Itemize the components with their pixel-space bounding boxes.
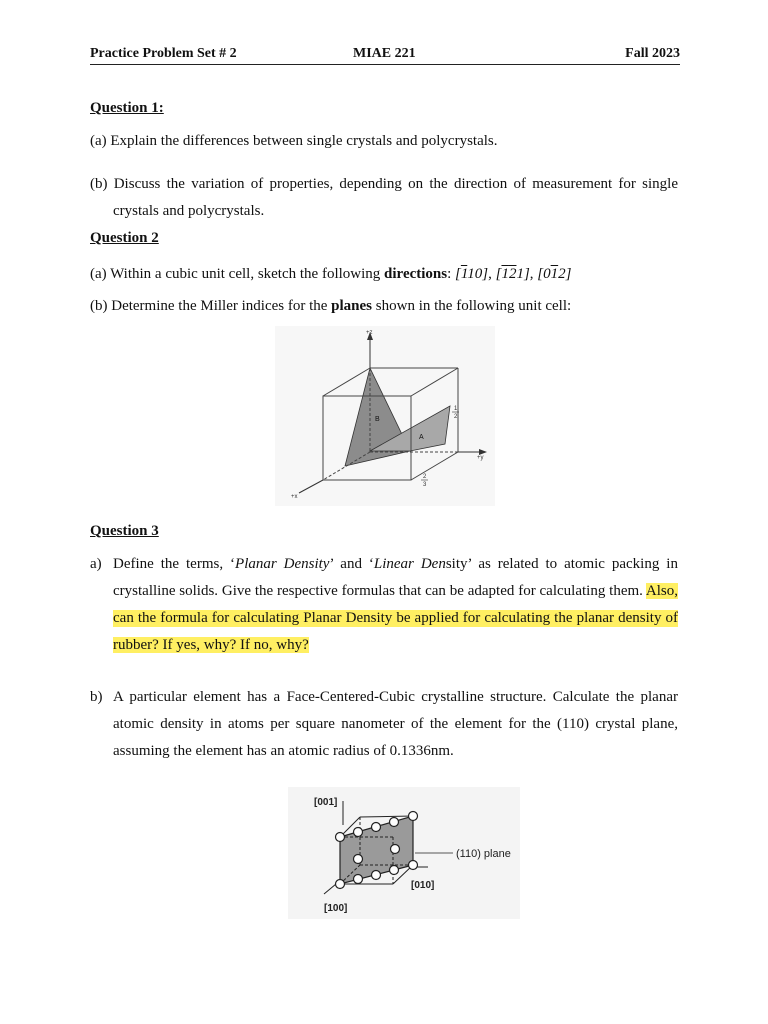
dir-001-label: [001] bbox=[314, 797, 338, 808]
planar-density-term: Planar Density bbox=[235, 556, 330, 572]
question-1b-line1: (b) Discuss the variation of properties, depending on the direction of measurement for single bbox=[90, 176, 678, 192]
colon: : bbox=[447, 266, 456, 282]
directions-word: directions bbox=[384, 266, 448, 282]
dir-100-label: [100] bbox=[324, 903, 348, 914]
question-2a-text: (a) Within a cubic unit cell, sketch the following bbox=[90, 266, 385, 282]
unit-cell-planes-figure bbox=[275, 326, 495, 506]
direction-1: [110] bbox=[455, 266, 489, 282]
twothirds-numerator: 2 bbox=[423, 474, 427, 480]
question-3a-line4 bbox=[113, 637, 309, 654]
question-3a-line3-highlight: can the formula for calculating Planar Density be applied for calculating the planar density of bbox=[113, 610, 678, 626]
question-3b-line3: assuming the element has an atomic radius of 0.1336nm. bbox=[113, 743, 454, 759]
plane-b-label: B bbox=[375, 416, 380, 423]
question-3b-line1: A particular element has a Face-Centered-Cubic crystalline structure. Calculate the planar bbox=[113, 689, 678, 705]
half-denominator: 2 bbox=[454, 414, 458, 420]
question-3a-line1: Define the terms, ‘Planar Density’ and ‘Linear Density’ as related to atomic packing in bbox=[113, 556, 678, 572]
highlight-also: Also, bbox=[645, 583, 678, 599]
page-header bbox=[90, 44, 680, 65]
plane-110-label: (110) plane bbox=[456, 848, 511, 860]
planes-word: planes bbox=[331, 298, 373, 314]
half-numerator: 1 bbox=[454, 406, 458, 412]
question-3b-label: b) bbox=[90, 689, 103, 705]
direction-2: [121] bbox=[495, 266, 530, 282]
question-3b-line2: atomic density in atoms per square nanometer of the element for the (110) crystal plane, bbox=[113, 716, 678, 732]
plane-a-label: A bbox=[419, 434, 424, 441]
question-3a-label: a) bbox=[90, 556, 102, 572]
question-2-title: Question 2 bbox=[90, 230, 159, 246]
linear-density-term: Linear Den bbox=[373, 556, 446, 572]
direction-3: [012] bbox=[537, 266, 572, 282]
axis-y-label: +y bbox=[477, 455, 484, 461]
fcc-110-plane-figure bbox=[288, 787, 520, 919]
axis-z-label: +z bbox=[366, 330, 373, 336]
axis-x-label: +x bbox=[291, 494, 298, 500]
question-1a: (a) Explain the differences between single crystals and polycrystals. bbox=[90, 133, 498, 149]
header-term: Fall 2023 bbox=[625, 46, 680, 61]
question-2a: (a) Within a cubic unit cell, sketch the following directions: [110], [121], [012] bbox=[90, 266, 572, 282]
header-left: Practice Problem Set # 2 bbox=[90, 46, 237, 61]
dir-010-label: [010] bbox=[411, 880, 435, 891]
twothirds-denominator: 3 bbox=[423, 482, 427, 488]
question-1b-line2: crystals and polycrystals. bbox=[113, 203, 265, 219]
highlight-rubber: rubber? If yes, why? If no, why? bbox=[113, 637, 309, 653]
question-3-title: Question 3 bbox=[90, 523, 159, 539]
question-2b: (b) Determine the Miller indices for the planes shown in the following unit cell: bbox=[90, 298, 572, 314]
question-1-title: Question 1: bbox=[90, 100, 164, 116]
question-3a-line2: crystalline solids. Give the respective formulas that can be adapted for calculating them. Also, bbox=[113, 583, 678, 599]
header-course: MIAE 221 bbox=[353, 46, 416, 61]
